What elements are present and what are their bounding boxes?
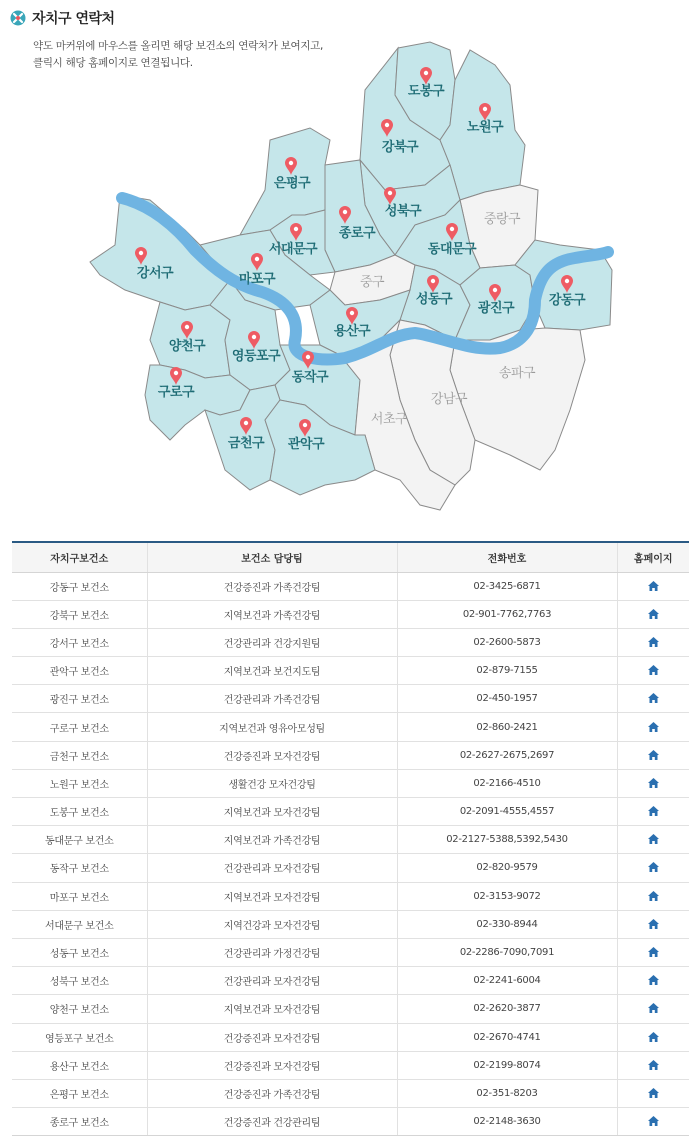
team-cell: 지역보건과 보건지도팀 (147, 657, 397, 685)
homepage-cell (617, 769, 689, 797)
home-icon[interactable] (648, 722, 659, 732)
homepage-cell (617, 826, 689, 854)
phone-cell: 02-2199-8074 (397, 1051, 617, 1079)
district-label-nowon[interactable]: 노원구 (466, 120, 504, 135)
home-icon[interactable] (648, 806, 659, 816)
table-row (12, 741, 689, 769)
team-cell: 지역보건과 영유아모성팀 (147, 713, 397, 741)
district-label-geumcheon[interactable]: 금천구 (227, 436, 265, 451)
home-icon[interactable] (648, 1060, 659, 1070)
home-icon[interactable] (648, 975, 659, 985)
team-cell: 지역보건과 가족건강팀 (147, 826, 397, 854)
district-label-jongno[interactable]: 종로구 (338, 226, 376, 241)
map-pin-dot (255, 257, 259, 261)
home-icon[interactable] (648, 637, 659, 647)
district-cell: 서대문구 보건소 (12, 910, 147, 938)
table-row (12, 600, 689, 628)
homepage-cell (617, 995, 689, 1023)
table-row (12, 572, 689, 600)
table-row (12, 882, 689, 910)
team-cell: 건강관리과 모자건강팀 (147, 854, 397, 882)
homepage-cell (617, 685, 689, 713)
map-pin-dot (252, 335, 256, 339)
map-pin-dot (174, 371, 178, 375)
district-label-guro[interactable]: 구로구 (157, 385, 195, 400)
home-icon[interactable] (648, 778, 659, 788)
health-center-table (12, 541, 689, 1136)
seoul-map-svg (0, 0, 700, 530)
team-cell: 건강증진과 모자건강팀 (147, 1051, 397, 1079)
homepage-cell (617, 938, 689, 966)
homepage-cell (617, 910, 689, 938)
home-icon[interactable] (648, 834, 659, 844)
map-pin-dot (139, 251, 143, 255)
map-pin-dot (424, 71, 428, 75)
phone-cell: 02-2241-6004 (397, 967, 617, 995)
table-row (12, 798, 689, 826)
phone-cell: 02-901-7762,7763 (397, 600, 617, 628)
team-cell: 건강증진과 모자건강팀 (147, 1023, 397, 1051)
home-icon[interactable] (648, 1116, 659, 1126)
table-row (12, 910, 689, 938)
team-cell: 건강관리과 가족건강팀 (147, 685, 397, 713)
table-row (12, 769, 689, 797)
district-label-dongjak[interactable]: 동작구 (291, 370, 329, 385)
phone-cell: 02-351-8203 (397, 1079, 617, 1107)
description-line-1: 약도 마커위에 마우스를 올리면 해당 보건소의 연락처가 보여지고, (33, 40, 324, 52)
phone-cell: 02-330-8944 (397, 910, 617, 938)
table-row (12, 1051, 689, 1079)
district-cell: 마포구 보건소 (12, 882, 147, 910)
home-icon[interactable] (648, 693, 659, 703)
table-row (12, 1023, 689, 1051)
contacts-table (12, 541, 689, 1136)
map-pin-dot (483, 107, 487, 111)
homepage-cell (617, 1023, 689, 1051)
table-row (12, 938, 689, 966)
district-cell: 용산구 보건소 (12, 1051, 147, 1079)
phone-cell: 02-2627-2675,2697 (397, 741, 617, 769)
team-cell: 건강관리과 건강지원팀 (147, 628, 397, 656)
district-cell: 강서구 보건소 (12, 628, 147, 656)
team-cell: 지역보건과 가족건강팀 (147, 600, 397, 628)
map-pin-dot (385, 123, 389, 127)
district-cell: 광진구 보건소 (12, 685, 147, 713)
district-label-jungnang: 중랑구 (483, 212, 521, 227)
phone-cell: 02-2166-4510 (397, 769, 617, 797)
district-cell: 영등포구 보건소 (12, 1023, 147, 1051)
table-row (12, 628, 689, 656)
home-icon[interactable] (648, 1032, 659, 1042)
district-cell: 양천구 보건소 (12, 995, 147, 1023)
map-pin-dot (294, 227, 298, 231)
phone-cell: 02-860-2421 (397, 713, 617, 741)
phone-cell: 02-2148-3630 (397, 1108, 617, 1136)
phone-cell: 02-2600-5873 (397, 628, 617, 656)
district-label-seongdong[interactable]: 성동구 (415, 292, 453, 307)
header-homepage: 홈페이지 (617, 542, 689, 572)
team-cell: 건강관리과 가정건강팀 (147, 938, 397, 966)
district-cell: 강북구 보건소 (12, 600, 147, 628)
district-cell: 강동구 보건소 (12, 572, 147, 600)
district-label-mapo[interactable]: 마포구 (238, 272, 276, 287)
home-icon[interactable] (648, 609, 659, 619)
team-cell: 지역보건과 모자건강팀 (147, 798, 397, 826)
district-label-seongbuk[interactable]: 성북구 (384, 204, 422, 219)
homepage-cell (617, 600, 689, 628)
phone-cell: 02-2127-5388,5392,5430 (397, 826, 617, 854)
homepage-cell (617, 741, 689, 769)
phone-cell: 02-3425-6871 (397, 572, 617, 600)
team-cell: 생활건강 모자건강팀 (147, 769, 397, 797)
phone-cell: 02-2620-3877 (397, 995, 617, 1023)
map-pin-dot (431, 279, 435, 283)
district-label-dongdaemun[interactable]: 동대문구 (427, 242, 477, 257)
home-icon[interactable] (648, 1003, 659, 1013)
table-row (12, 854, 689, 882)
district-label-seocho: 서초구 (370, 412, 408, 427)
home-icon[interactable] (648, 947, 659, 957)
team-cell: 건강증진과 가족건강팀 (147, 1079, 397, 1107)
district-label-yeongdeungpo[interactable]: 영등포구 (231, 349, 281, 364)
district-label-gangseo[interactable]: 강서구 (136, 266, 174, 281)
district-label-gangdong[interactable]: 강동구 (548, 293, 586, 308)
map-pin-dot (306, 355, 310, 359)
district-cell: 동작구 보건소 (12, 854, 147, 882)
district-label-eunpyeong[interactable]: 은평구 (273, 176, 311, 191)
map-pin-dot (343, 210, 347, 214)
team-cell: 건강증진과 가족건강팀 (147, 572, 397, 600)
table-row (12, 967, 689, 995)
team-cell: 건강증진과 건강관리팀 (147, 1108, 397, 1136)
map-pin-dot (244, 421, 248, 425)
district-cell: 성동구 보건소 (12, 938, 147, 966)
map-pin-dot (350, 311, 354, 315)
district-label-songpa: 송파구 (498, 366, 536, 381)
phone-cell: 02-820-9579 (397, 854, 617, 882)
phone-cell: 02-3153-9072 (397, 882, 617, 910)
map-pin-dot (289, 161, 293, 165)
homepage-cell (617, 657, 689, 685)
phone-cell: 02-450-1957 (397, 685, 617, 713)
table-row (12, 826, 689, 854)
home-icon[interactable] (648, 581, 659, 591)
home-icon[interactable] (648, 862, 659, 872)
team-cell: 지역건강과 모자건강팀 (147, 910, 397, 938)
district-label-gangnam: 강남구 (430, 392, 468, 407)
district-label-jung: 중구 (359, 275, 385, 290)
district-cell: 구로구 보건소 (12, 713, 147, 741)
homepage-cell (617, 854, 689, 882)
homepage-cell (617, 572, 689, 600)
phone-cell: 02-2670-4741 (397, 1023, 617, 1051)
district-cell: 금천구 보건소 (12, 741, 147, 769)
home-icon[interactable] (648, 750, 659, 760)
home-icon[interactable] (648, 665, 659, 675)
table-row (12, 1079, 689, 1107)
district-cell: 도봉구 보건소 (12, 798, 147, 826)
district-label-gangbuk[interactable]: 강북구 (381, 140, 419, 155)
header-team: 보건소 담당팀 (147, 542, 397, 572)
team-cell: 지역보건과 모자건강팀 (147, 995, 397, 1023)
district-label-gwanak[interactable]: 관악구 (287, 437, 325, 452)
homepage-cell (617, 1051, 689, 1079)
phone-cell: 02-2286-7090,7091 (397, 938, 617, 966)
table-header-row (12, 542, 689, 572)
district-label-seodaemun[interactable]: 서대문구 (268, 242, 318, 257)
district-cell: 성북구 보건소 (12, 967, 147, 995)
table-row (12, 713, 689, 741)
district-label-yongsan[interactable]: 용산구 (333, 324, 371, 339)
table-row (12, 685, 689, 713)
map-pin-dot (493, 288, 497, 292)
header-district: 자치구보건소 (12, 542, 147, 572)
header-phone: 전화번호 (397, 542, 617, 572)
district-cell: 노원구 보건소 (12, 769, 147, 797)
seoul-map (0, 0, 700, 530)
district-cell: 은평구 보건소 (12, 1079, 147, 1107)
map-pin-dot (185, 325, 189, 329)
phone-cell: 02-2091-4555,4557 (397, 798, 617, 826)
district-cell: 관악구 보건소 (12, 657, 147, 685)
team-cell: 지역보건과 모자건강팀 (147, 882, 397, 910)
page-title: 자치구 연락처 (32, 11, 115, 27)
team-cell: 건강증진과 모자건강팀 (147, 741, 397, 769)
district-label-gwangjin[interactable]: 광진구 (477, 301, 515, 316)
map-pin-dot (388, 191, 392, 195)
table-row (12, 1108, 689, 1136)
home-icon[interactable] (648, 1088, 659, 1098)
homepage-cell (617, 1108, 689, 1136)
table-row (12, 657, 689, 685)
homepage-cell (617, 628, 689, 656)
team-cell: 건강관리과 모자건강팀 (147, 967, 397, 995)
homepage-cell (617, 798, 689, 826)
homepage-cell (617, 967, 689, 995)
homepage-cell (617, 713, 689, 741)
home-icon[interactable] (648, 891, 659, 901)
table-row (12, 995, 689, 1023)
district-label-dobong[interactable]: 도봉구 (407, 84, 445, 99)
district-label-yangcheon[interactable]: 양천구 (168, 339, 206, 354)
district-cell: 동대문구 보건소 (12, 826, 147, 854)
phone-cell: 02-879-7155 (397, 657, 617, 685)
description-line-2: 클릭시 해당 홈페이지로 연결됩니다. (33, 57, 193, 69)
district-cell: 종로구 보건소 (12, 1108, 147, 1136)
homepage-cell (617, 1079, 689, 1107)
map-pin-dot (450, 227, 454, 231)
map-pin-dot (303, 423, 307, 427)
home-icon[interactable] (648, 919, 659, 929)
map-pin-dot (565, 279, 569, 283)
homepage-cell (617, 882, 689, 910)
